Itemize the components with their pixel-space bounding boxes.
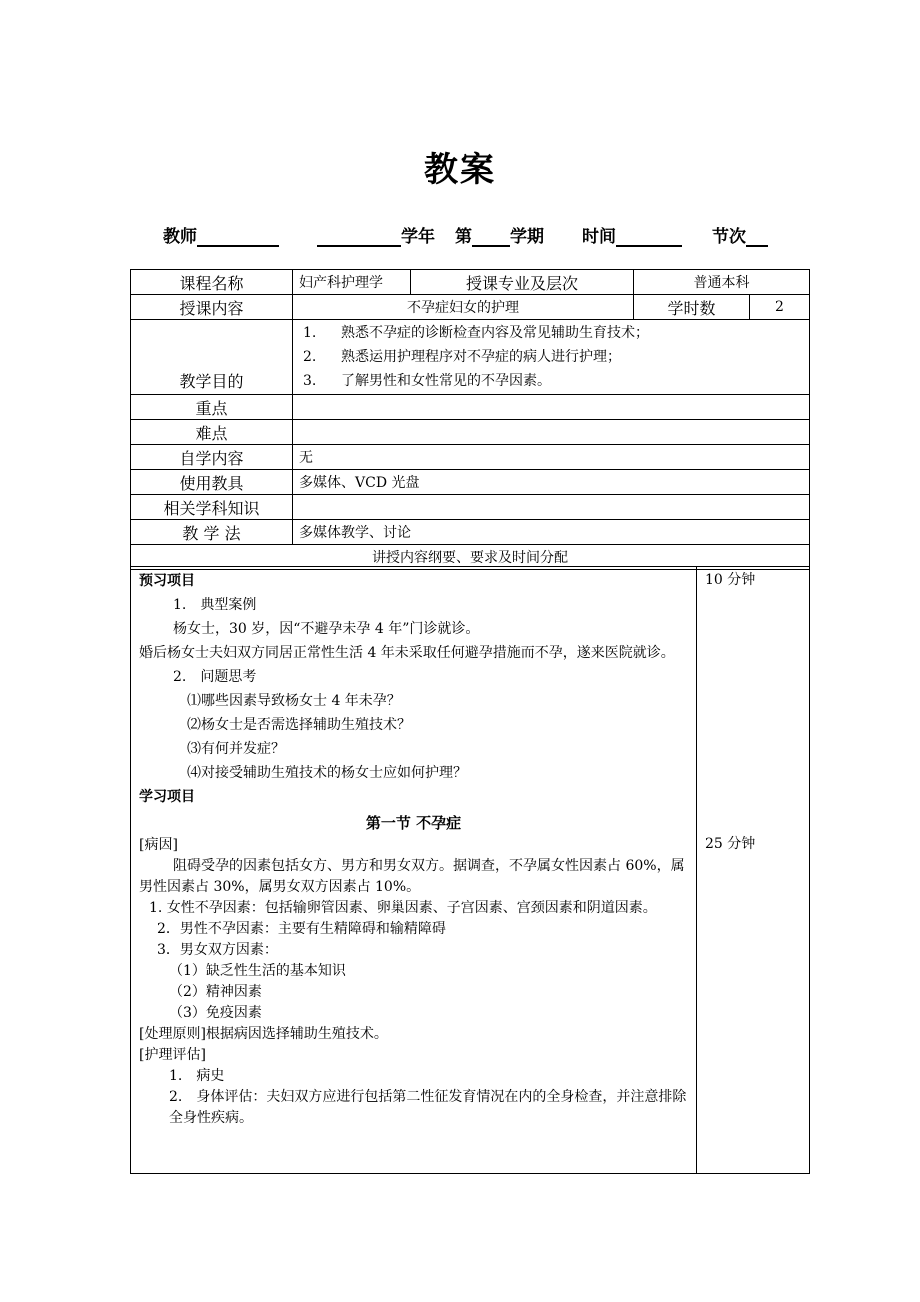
lesson-body-table — [130, 566, 810, 1174]
case-title: 1. 典型案例 — [173, 597, 257, 613]
term-prefix: 第 — [455, 227, 472, 247]
think-title: 2. 问题思考 — [173, 669, 257, 685]
question-item: ⑴哪些因素导致杨女士 4 年未孕？ — [187, 693, 401, 709]
page-title: 教案 — [424, 150, 496, 190]
time-label: 时间 — [582, 227, 616, 247]
self-study-label: 自学内容 — [131, 445, 293, 470]
treatment-principle: [处理原则]根据病因选择辅助生殖技术。 — [139, 1026, 388, 1042]
question-item: ⑷对接受辅助生殖技术的杨女士应如何护理？ — [187, 765, 467, 781]
study-heading: 学习项目 — [139, 789, 195, 805]
major-label: 授课专业及层次 — [411, 270, 634, 295]
goal-item: 1. 熟悉不孕症的诊断检查内容及常见辅助生育技术； — [303, 325, 649, 341]
both-factor: 3．男女双方因素： — [157, 942, 278, 958]
method-label: 教 学 法 — [131, 520, 293, 545]
key-label: 重点 — [131, 395, 293, 420]
question-item: ⑶有何并发症？ — [187, 741, 285, 757]
both-factor-item: （1）缺乏性生活的基本知识 — [169, 963, 346, 979]
cause-label: [病因] — [139, 837, 178, 853]
course-info-table — [130, 269, 810, 570]
goals-list — [293, 320, 810, 395]
both-factor-item: （3）免疫因素 — [169, 1005, 262, 1021]
preview-heading: 预习项目 — [139, 573, 195, 589]
assess-item: 2. 身体评估：夫妇双方应进行包括第二性征发育情况在内的全身检查，并注意排除全身性疾病。 — [169, 1089, 687, 1126]
tools-label: 使用教具 — [131, 470, 293, 495]
time-blank — [616, 225, 682, 247]
difficulty-value — [293, 420, 810, 445]
section-title: 第一节 不孕症 — [365, 814, 462, 832]
goal-item: 3. 了解男性和女性常见的不孕因素。 — [303, 373, 551, 389]
hours-value: 2 — [750, 295, 810, 320]
self-study-value: 无 — [293, 445, 810, 470]
term-label: 学期 — [510, 227, 544, 247]
related-label: 相关学科知识 — [131, 495, 293, 520]
related-value — [293, 495, 810, 520]
teacher-blank — [197, 225, 279, 247]
goal-item: 2. 熟悉运用护理程序对不孕症的病人进行护理； — [303, 349, 621, 365]
female-factor: 1. 女性不孕因素：包括输卵管因素、卵巢因素、子宫因素、宫颈因素和阴道因素。 — [149, 900, 657, 916]
goals-label: 教学目的 — [131, 320, 293, 395]
lesson-content-cell — [131, 567, 697, 1174]
both-factor-item: （2）精神因素 — [169, 984, 262, 1000]
year-label: 学年 — [401, 227, 435, 247]
course-name-label: 课程名称 — [131, 270, 293, 295]
hours-label: 学时数 — [634, 295, 750, 320]
cause-text: 阻碍受孕的因素包括女方、男方和男女双方。据调查，不孕属女性因素占 60%，属男性因素占 30%，属男女双方因素占 10%。 — [139, 858, 685, 895]
time-cell — [697, 567, 810, 1174]
assess-label: [护理评估] — [139, 1047, 206, 1063]
tools-value: 多媒体、VCD 光盘 — [293, 470, 810, 495]
key-value — [293, 395, 810, 420]
case-line: 杨女士，30 岁，因“不避孕未孕 4 年”门诊就诊。 — [173, 621, 480, 637]
study-time: 25 分钟 — [705, 836, 756, 852]
male-factor: 2．男性不孕因素：主要有生精障碍和输精障碍 — [157, 921, 446, 937]
term-blank — [472, 225, 510, 247]
content-label: 授课内容 — [131, 295, 293, 320]
content-value: 不孕症妇女的护理 — [293, 295, 634, 320]
period-blank — [746, 225, 768, 247]
year-blank — [317, 225, 401, 247]
preview-time: 10 分钟 — [705, 572, 756, 588]
difficulty-label: 难点 — [131, 420, 293, 445]
header-line — [163, 222, 768, 247]
course-name-value: 妇产科护理学 — [293, 270, 411, 295]
method-value: 多媒体教学、讨论 — [293, 520, 810, 545]
question-item: ⑵杨女士是否需选择辅助生殖技术？ — [187, 717, 411, 733]
outline-label: 讲授内容纲要、要求及时间分配 — [131, 545, 810, 570]
case-line: 婚后杨女士夫妇双方同居正常性生活 4 年未采取任何避孕措施而不孕，遂来医院就诊。 — [139, 645, 675, 661]
period-label: 节次 — [712, 227, 746, 247]
assess-item: 1. 病史 — [169, 1068, 225, 1084]
major-value: 普通本科 — [634, 270, 810, 295]
teacher-label: 教师 — [163, 227, 197, 247]
